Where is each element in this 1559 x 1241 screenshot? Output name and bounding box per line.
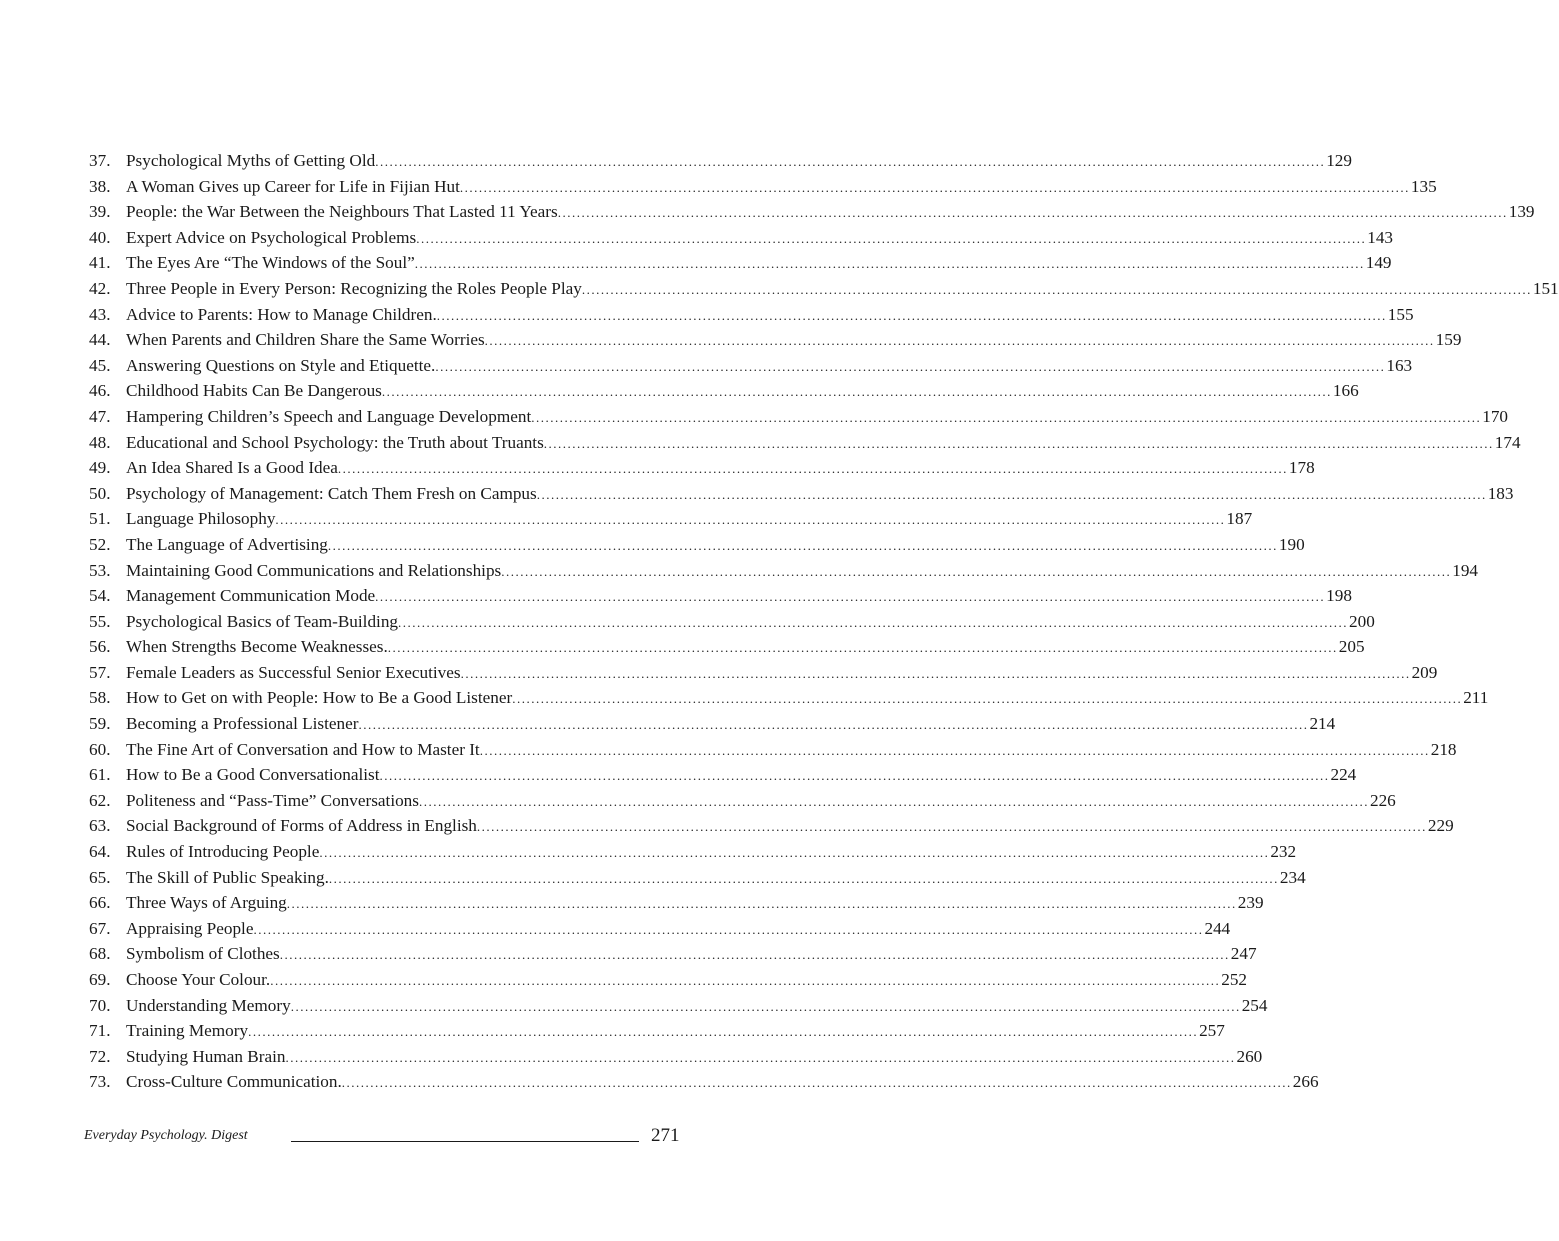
entry-title: Social Background of Forms of Address in English — [126, 816, 477, 836]
dot-leader — [280, 942, 1230, 968]
dot-leader — [319, 840, 1269, 866]
entry-title: Three People in Every Person: Recognizing the Roles People Play — [126, 278, 582, 298]
entry-number: 64. — [89, 842, 111, 862]
entry-number: 43. — [89, 304, 111, 324]
dot-leader — [329, 866, 1279, 892]
entry-title: Understanding Memory — [126, 995, 291, 1015]
toc-entry — [89, 353, 1413, 379]
entry-title-group — [126, 583, 1325, 610]
entry-title: Politeness and “Pass-Time” Conversations — [126, 790, 419, 810]
entry-page-number: 194 — [1452, 560, 1479, 580]
entry-number: 63. — [89, 816, 111, 836]
toc-entry — [89, 1069, 1319, 1095]
toc-entry — [89, 583, 1352, 609]
entry-title-group — [126, 1018, 1198, 1045]
entry-title: Psychological Myths of Getting Old — [126, 151, 376, 170]
entry-title-group — [126, 634, 1338, 661]
dot-leader — [291, 994, 1241, 1020]
entry-page-number: 139 — [1508, 202, 1535, 222]
entry-title: A Woman Gives up Career for Life in Fijian Hut — [126, 176, 460, 196]
entry-number: 41. — [89, 253, 111, 273]
dot-leader — [398, 610, 1348, 636]
entry-page-number: 254 — [1241, 995, 1268, 1015]
dot-leader — [437, 303, 1387, 329]
entry-title: When Parents and Children Share the Same Worries — [126, 330, 485, 350]
entry-number: 46. — [89, 381, 111, 401]
entry-number: 67. — [89, 918, 111, 938]
entry-number: 65. — [89, 867, 111, 887]
entry-number: 61. — [89, 765, 111, 785]
entry-page-number: 244 — [1204, 918, 1231, 938]
toc-entry — [89, 506, 1253, 532]
entry-page-number: 187 — [1226, 509, 1253, 529]
entry-title: Appraising People — [126, 918, 254, 938]
entry-title-group — [126, 199, 1508, 226]
entry-page-number: 257 — [1199, 1021, 1225, 1041]
entry-number: 53. — [89, 560, 111, 580]
entry-number: 56. — [89, 637, 111, 657]
toc-entry — [89, 558, 1479, 584]
dot-leader — [460, 175, 1410, 201]
dot-leader — [270, 968, 1220, 994]
entry-number: 51. — [89, 509, 111, 529]
entry-title-group — [126, 916, 1203, 943]
entry-title: Language Philosophy — [126, 509, 276, 529]
entry-title-group — [126, 481, 1487, 508]
dot-leader — [435, 354, 1385, 380]
entry-number: 55. — [89, 611, 111, 631]
toc-entry — [89, 890, 1264, 916]
entry-page-number: 234 — [1279, 867, 1306, 887]
entry-title: Studying Human Brain — [126, 1046, 286, 1066]
entry-number: 73. — [89, 1072, 111, 1092]
dot-leader — [419, 789, 1369, 815]
entry-page-number: 205 — [1338, 637, 1365, 657]
dot-leader — [382, 379, 1332, 405]
dot-leader — [388, 635, 1338, 661]
entry-title-group — [126, 788, 1369, 815]
entry-title-group — [126, 250, 1365, 277]
toc-entry — [89, 148, 1352, 174]
dot-leader — [275, 507, 1225, 533]
entry-page-number: 159 — [1435, 330, 1462, 350]
toc-entry — [89, 302, 1414, 328]
entry-page-number: 183 — [1487, 483, 1514, 503]
entry-title: Childhood Habits Can Be Dangerous — [126, 381, 382, 401]
entry-title: Expert Advice on Psychological Problems — [126, 227, 417, 247]
dot-leader — [285, 1045, 1235, 1071]
entry-title: How to Be a Good Conversationalist — [126, 765, 380, 785]
entry-title: Management Communication Mode — [126, 586, 376, 606]
entry-title-group — [126, 865, 1279, 892]
dot-leader — [338, 456, 1288, 482]
entry-title: Answering Questions on Style and Etiquette. — [126, 355, 436, 375]
entry-title: Cross-Culture Communication. — [126, 1072, 342, 1092]
entry-title-group — [126, 1044, 1235, 1071]
entry-title: The Eyes Are “The Windows of the Soul” — [126, 253, 415, 273]
entry-number: 50. — [89, 483, 111, 503]
entry-page-number: 211 — [1463, 688, 1489, 708]
dot-leader — [287, 891, 1237, 917]
entry-title-group — [126, 813, 1427, 840]
entry-number: 59. — [89, 714, 111, 734]
toc-entry — [89, 660, 1438, 686]
entry-title-group — [126, 890, 1237, 917]
toc-entry — [89, 737, 1457, 763]
entry-title: The Language of Advertising — [126, 534, 328, 554]
entry-number: 69. — [89, 970, 111, 989]
entry-page-number: 190 — [1278, 534, 1305, 554]
dot-leader — [558, 200, 1508, 226]
table-of-contents — [89, 148, 1559, 1095]
toc-entry — [89, 609, 1375, 635]
entry-page-number: 178 — [1288, 458, 1315, 478]
entry-title: Maintaining Good Communications and Relationships — [126, 560, 502, 580]
entry-title: Hampering Children’s Speech and Language Development — [126, 406, 532, 426]
toc-entry — [89, 685, 1489, 711]
toc-entry — [89, 762, 1357, 788]
toc-entry — [89, 993, 1268, 1019]
entry-title: Advice to Parents: How to Manage Children. — [126, 304, 437, 324]
entry-number: 58. — [89, 688, 111, 708]
entry-title: Becoming a Professional Listener — [126, 714, 359, 734]
entry-number: 47. — [89, 406, 111, 426]
entry-page-number: 155 — [1387, 304, 1414, 324]
entry-page-number: 166 — [1332, 381, 1359, 401]
toc-entry — [89, 967, 1247, 993]
entry-title: Rules of Introducing People — [126, 842, 320, 862]
dot-leader — [501, 559, 1451, 585]
dot-leader — [248, 1019, 1198, 1045]
entry-title-group — [126, 762, 1329, 789]
entry-page-number: 247 — [1230, 944, 1257, 964]
entry-page-number: 151 — [1532, 278, 1559, 298]
dot-leader — [512, 686, 1462, 712]
entry-page-number: 214 — [1309, 714, 1336, 734]
toc-entry — [89, 1018, 1225, 1044]
entry-number: 48. — [89, 432, 111, 452]
entry-title-group — [126, 148, 1325, 175]
entry-number: 70. — [89, 995, 111, 1015]
dot-leader — [379, 763, 1329, 789]
entry-number: 66. — [89, 893, 111, 913]
entry-page-number: 129 — [1326, 151, 1352, 170]
entry-number: 54. — [89, 586, 111, 606]
entry-number: 39. — [89, 202, 111, 222]
toc-entry — [89, 327, 1462, 353]
dot-leader — [375, 584, 1325, 610]
dot-leader — [416, 226, 1366, 252]
entry-page-number: 266 — [1292, 1072, 1319, 1092]
entry-page-number: 218 — [1430, 739, 1457, 759]
entry-page-number: 260 — [1236, 1046, 1263, 1066]
page-footer — [84, 1125, 684, 1151]
dot-leader — [531, 405, 1481, 431]
entry-number: 71. — [89, 1021, 111, 1041]
toc-entry — [89, 634, 1365, 660]
dot-leader — [415, 251, 1365, 277]
entry-title-group — [126, 302, 1387, 329]
entry-title: When Strengths Become Weaknesses. — [126, 637, 388, 657]
toc-entry — [89, 813, 1454, 839]
entry-number: 49. — [89, 458, 111, 478]
entry-title-group — [126, 174, 1410, 201]
footer-rule — [291, 1141, 639, 1142]
toc-entry — [89, 199, 1535, 225]
entry-page-number: 198 — [1326, 586, 1352, 606]
toc-entry — [89, 788, 1396, 814]
entry-page-number: 200 — [1349, 611, 1375, 631]
dot-leader — [342, 1070, 1292, 1096]
entry-title-group — [126, 558, 1451, 585]
entry-title: Educational and School Psychology: the Truth about Truants — [126, 432, 544, 452]
entry-number: 72. — [89, 1046, 111, 1066]
folio-page-number: 271 — [651, 1125, 680, 1146]
dot-leader — [485, 328, 1435, 354]
toc-entry — [89, 865, 1306, 891]
dot-leader — [328, 533, 1278, 559]
entry-title-group — [126, 660, 1411, 687]
entry-number: 44. — [89, 330, 111, 350]
entry-page-number: 174 — [1494, 432, 1521, 452]
entry-title-group — [126, 685, 1462, 712]
toc-entry — [89, 711, 1336, 737]
entry-title: The Skill of Public Speaking. — [126, 867, 329, 887]
entry-title-group — [126, 737, 1430, 764]
dot-leader — [537, 482, 1487, 508]
toc-entry — [89, 276, 1559, 302]
entry-title-group — [126, 455, 1288, 482]
entry-title-group — [126, 353, 1385, 380]
entry-page-number: 232 — [1270, 842, 1297, 862]
entry-page-number: 143 — [1367, 227, 1394, 247]
entry-number: 37. — [89, 151, 111, 170]
entry-title: Three Ways of Arguing — [126, 893, 287, 913]
toc-entry — [89, 916, 1231, 942]
toc-entry — [89, 532, 1305, 558]
entry-title: How to Get on with People: How to Be a Good Listener — [126, 688, 513, 708]
toc-entry — [89, 378, 1359, 404]
dot-leader — [375, 149, 1325, 175]
entry-page-number: 170 — [1482, 406, 1508, 426]
entry-title-group — [126, 711, 1308, 738]
entry-title: Training Memory — [126, 1021, 249, 1041]
entry-title: Psychological Basics of Team-Building — [126, 611, 399, 631]
dot-leader — [461, 661, 1411, 687]
entry-title: Choose Your Colour. — [126, 970, 271, 989]
entry-page-number: 252 — [1221, 970, 1247, 989]
toc-entry — [89, 941, 1257, 967]
dot-leader — [253, 917, 1203, 943]
entry-page-number: 135 — [1410, 176, 1437, 196]
entry-title: Female Leaders as Successful Senior Executives — [126, 662, 461, 682]
toc-entry — [89, 174, 1437, 200]
entry-title: The Fine Art of Conversation and How to Master It — [126, 739, 480, 759]
toc-entry — [89, 430, 1521, 456]
dot-leader — [358, 712, 1308, 738]
toc-entry — [89, 225, 1394, 251]
entry-page-number: 226 — [1369, 790, 1396, 810]
entry-number: 62. — [89, 790, 111, 810]
entry-title-group — [126, 839, 1269, 866]
entry-number: 57. — [89, 662, 111, 682]
entry-title-group — [126, 967, 1220, 994]
entry-title-group — [126, 506, 1225, 533]
entry-page-number: 149 — [1365, 253, 1392, 273]
entry-page-number: 239 — [1237, 893, 1264, 913]
entry-title-group — [126, 327, 1435, 354]
toc-entry — [89, 455, 1315, 481]
entry-number: 52. — [89, 534, 111, 554]
entry-title-group — [126, 378, 1332, 405]
entry-page-number: 163 — [1386, 355, 1413, 375]
entry-title-group — [126, 609, 1348, 636]
entry-number: 40. — [89, 227, 111, 247]
entry-title: Psychology of Management: Catch Them Fresh on Campus — [126, 483, 537, 503]
entry-page-number: 209 — [1411, 662, 1438, 682]
entry-title-group — [126, 430, 1494, 457]
entry-page-number: 224 — [1330, 765, 1357, 785]
toc-entry — [89, 404, 1508, 430]
dot-leader — [477, 814, 1427, 840]
dot-leader — [544, 431, 1494, 457]
entry-title-group — [126, 941, 1230, 968]
dot-leader — [480, 738, 1430, 764]
entry-title: People: the War Between the Neighbours That Lasted 11 Years — [126, 202, 558, 222]
entry-title: An Idea Shared Is a Good Idea — [126, 458, 338, 478]
entry-page-number: 229 — [1427, 816, 1454, 836]
entry-title-group — [126, 993, 1241, 1020]
toc-entry — [89, 481, 1514, 507]
entry-number: 42. — [89, 278, 111, 298]
running-footer-title: Everyday Psychology. Digest — [84, 1128, 248, 1143]
entry-title: Symbolism of Clothes — [126, 944, 280, 964]
entry-number: 60. — [89, 739, 111, 759]
entry-number: 45. — [89, 355, 111, 375]
entry-title-group — [126, 404, 1481, 431]
toc-entry — [89, 250, 1392, 276]
dot-leader — [582, 277, 1532, 303]
entry-title-group — [126, 276, 1532, 303]
toc-entry — [89, 839, 1297, 865]
entry-title-group — [126, 1069, 1292, 1096]
entry-number: 68. — [89, 944, 111, 964]
toc-entry — [89, 1044, 1263, 1070]
entry-number: 38. — [89, 176, 111, 196]
entry-title-group — [126, 225, 1366, 252]
entry-title-group — [126, 532, 1278, 559]
